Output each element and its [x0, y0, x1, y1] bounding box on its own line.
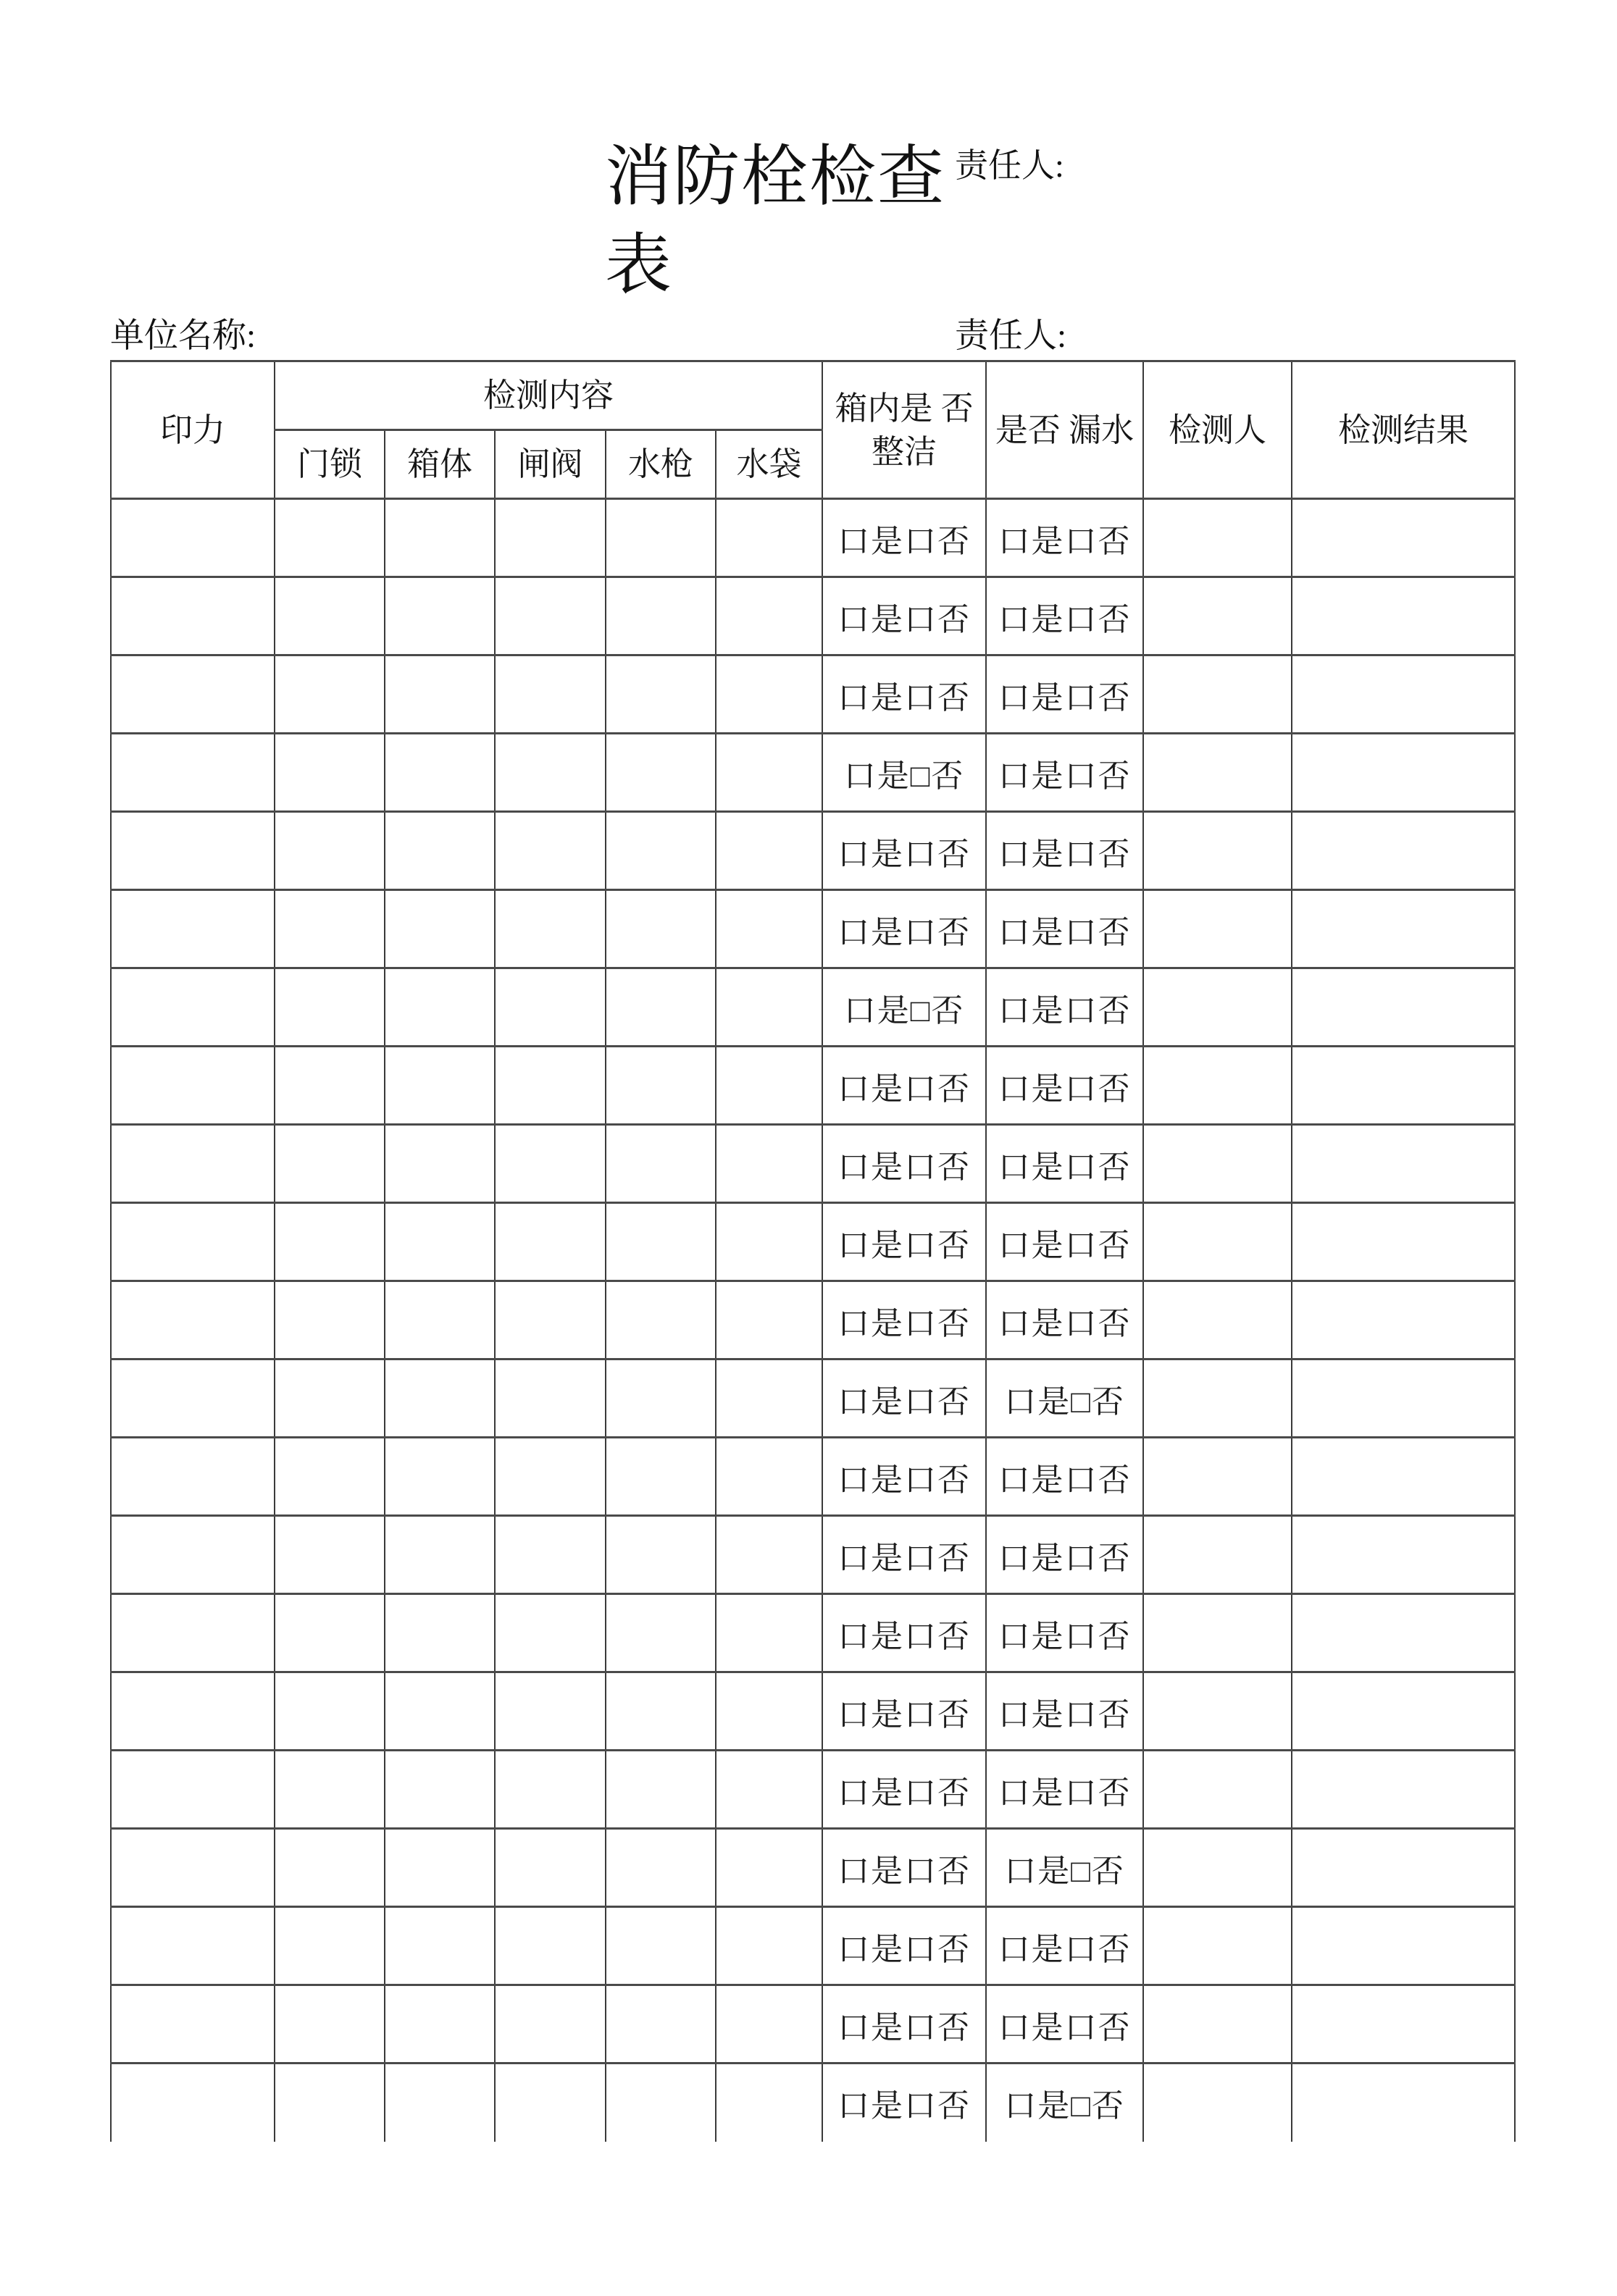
- cell-door-lock: [275, 2064, 385, 2142]
- cell-water-bag: [716, 2064, 822, 2142]
- cell-result: [1292, 499, 1515, 577]
- leak-checkbox-cell: 口是口否: [986, 890, 1143, 968]
- cell-gate-valve: [495, 890, 606, 968]
- clean-checkbox-cell: 口是口否: [822, 1438, 986, 1516]
- cell-inspector: [1143, 890, 1292, 968]
- table-row: [111, 1281, 1515, 1359]
- cell-water-bag: [716, 968, 822, 1047]
- cell-gate-valve: [495, 577, 606, 655]
- header-location: 印力: [111, 361, 275, 499]
- table-row: [111, 655, 1515, 734]
- cell-water-gun: [606, 655, 716, 734]
- cell-inspector: [1143, 1359, 1292, 1438]
- cell-inspector: [1143, 1907, 1292, 1985]
- leak-checkbox-cell: 口是口否: [986, 1672, 1143, 1751]
- cell-box-body: [385, 968, 495, 1047]
- cell-location: [111, 1438, 275, 1516]
- cell-result: [1292, 1985, 1515, 2064]
- leak-checkbox-cell: 口是口否: [986, 1907, 1143, 1985]
- cell-door-lock: [275, 499, 385, 577]
- clean-checkbox-cell: 口是口否: [822, 1672, 986, 1751]
- cell-box-body: [385, 734, 495, 812]
- cell-inspector: [1143, 1203, 1292, 1281]
- cell-gate-valve: [495, 1829, 606, 1907]
- unit-name-label: 单位名称:: [110, 317, 256, 355]
- cell-location: [111, 1125, 275, 1203]
- clean-checkbox-cell: 口是口否: [822, 655, 986, 734]
- table-header: [111, 361, 1515, 499]
- cell-result: [1292, 2064, 1515, 2142]
- cell-water-gun: [606, 1438, 716, 1516]
- cell-box-body: [385, 1672, 495, 1751]
- cell-water-bag: [716, 577, 822, 655]
- cell-gate-valve: [495, 655, 606, 734]
- cell-location: [111, 499, 275, 577]
- table-row: [111, 812, 1515, 890]
- cell-location: [111, 1203, 275, 1281]
- cell-door-lock: [275, 1438, 385, 1516]
- cell-water-gun: [606, 968, 716, 1047]
- table-row: [111, 1672, 1515, 1751]
- cell-water-bag: [716, 1359, 822, 1438]
- cell-box-body: [385, 1281, 495, 1359]
- cell-water-bag: [716, 655, 822, 734]
- cell-result: [1292, 1281, 1515, 1359]
- cell-water-bag: [716, 1829, 822, 1907]
- header-door-lock: 门锁: [275, 430, 385, 499]
- clean-checkbox-cell: 口是口否: [822, 577, 986, 655]
- cell-water-bag: [716, 812, 822, 890]
- cell-water-gun: [606, 812, 716, 890]
- cell-water-bag: [716, 1751, 822, 1829]
- clean-checkbox-cell: 口是口否: [822, 1594, 986, 1672]
- table-row: [111, 1516, 1515, 1594]
- cell-door-lock: [275, 1203, 385, 1281]
- cell-gate-valve: [495, 1594, 606, 1672]
- cell-door-lock: [275, 1516, 385, 1594]
- leak-checkbox-cell: 口是口否: [986, 1047, 1143, 1125]
- cell-gate-valve: [495, 1203, 606, 1281]
- leak-checkbox-cell: 口是口否: [986, 812, 1143, 890]
- cell-result: [1292, 577, 1515, 655]
- cell-water-gun: [606, 1672, 716, 1751]
- cell-gate-valve: [495, 499, 606, 577]
- cell-water-gun: [606, 1359, 716, 1438]
- header-water-gun: 水枪: [606, 430, 716, 499]
- cell-water-bag: [716, 1047, 822, 1125]
- cell-water-bag: [716, 499, 822, 577]
- clean-checkbox-cell: 口是□否: [822, 968, 986, 1047]
- cell-box-body: [385, 812, 495, 890]
- cell-water-gun: [606, 1281, 716, 1359]
- cell-water-gun: [606, 1751, 716, 1829]
- table-row: [111, 1125, 1515, 1203]
- cell-box-body: [385, 2064, 495, 2142]
- clean-checkbox-cell: 口是口否: [822, 1281, 986, 1359]
- cell-gate-valve: [495, 1672, 606, 1751]
- cell-gate-valve: [495, 968, 606, 1047]
- cell-location: [111, 968, 275, 1047]
- leak-checkbox-cell: 口是口否: [986, 499, 1143, 577]
- cell-box-body: [385, 499, 495, 577]
- cell-water-gun: [606, 890, 716, 968]
- clean-checkbox-cell: 口是口否: [822, 1829, 986, 1907]
- leak-checkbox-cell: 口是口否: [986, 1125, 1143, 1203]
- cell-water-gun: [606, 1985, 716, 2064]
- cell-gate-valve: [495, 1751, 606, 1829]
- clean-checkbox-cell: 口是口否: [822, 812, 986, 890]
- header-gate-valve: 闸阀: [495, 430, 606, 499]
- leak-checkbox-cell: 口是口否: [986, 1438, 1143, 1516]
- cell-result: [1292, 1047, 1515, 1125]
- table-row: [111, 1594, 1515, 1672]
- cell-box-body: [385, 655, 495, 734]
- cell-water-bag: [716, 1985, 822, 2064]
- cell-box-body: [385, 1516, 495, 1594]
- cell-result: [1292, 812, 1515, 890]
- cell-result: [1292, 1516, 1515, 1594]
- title-responsible-label: 责任人:: [955, 147, 1064, 184]
- cell-inspector: [1143, 1985, 1292, 2064]
- table-row: [111, 890, 1515, 968]
- responsible-label: 责任人:: [955, 317, 1067, 355]
- cell-door-lock: [275, 1125, 385, 1203]
- leak-checkbox-cell: 口是口否: [986, 968, 1143, 1047]
- clean-checkbox-cell: 口是口否: [822, 1907, 986, 1985]
- cell-box-body: [385, 1047, 495, 1125]
- clean-checkbox-cell: 口是口否: [822, 1047, 986, 1125]
- cell-box-body: [385, 1751, 495, 1829]
- table-row: [111, 577, 1515, 655]
- cell-location: [111, 1359, 275, 1438]
- header-box-clean: 箱内是 否整洁: [822, 361, 986, 499]
- table-row: [111, 1907, 1515, 1985]
- cell-water-bag: [716, 1907, 822, 1985]
- inspection-table: [110, 360, 1516, 2142]
- cell-inspector: [1143, 1594, 1292, 1672]
- cell-inspector: [1143, 1047, 1292, 1125]
- leak-checkbox-cell: 口是口否: [986, 1281, 1143, 1359]
- cell-water-bag: [716, 1438, 822, 1516]
- cell-inspector: [1143, 499, 1292, 577]
- table-body: [111, 499, 1515, 2142]
- cell-door-lock: [275, 577, 385, 655]
- cell-door-lock: [275, 1047, 385, 1125]
- cell-water-gun: [606, 1125, 716, 1203]
- cell-inspector: [1143, 1751, 1292, 1829]
- cell-result: [1292, 1594, 1515, 1672]
- cell-result: [1292, 968, 1515, 1047]
- cell-inspector: [1143, 1672, 1292, 1751]
- cell-box-body: [385, 1438, 495, 1516]
- leak-checkbox-cell: 口是口否: [986, 1516, 1143, 1594]
- cell-water-bag: [716, 734, 822, 812]
- leak-checkbox-cell: 口是□否: [986, 2064, 1143, 2142]
- cell-result: [1292, 1438, 1515, 1516]
- cell-water-bag: [716, 1594, 822, 1672]
- cell-location: [111, 655, 275, 734]
- leak-checkbox-cell: 口是口否: [986, 1203, 1143, 1281]
- cell-result: [1292, 1672, 1515, 1751]
- cell-door-lock: [275, 1672, 385, 1751]
- cell-location: [111, 1047, 275, 1125]
- cell-location: [111, 577, 275, 655]
- cell-gate-valve: [495, 1359, 606, 1438]
- leak-checkbox-cell: 口是口否: [986, 577, 1143, 655]
- cell-location: [111, 812, 275, 890]
- cell-location: [111, 1829, 275, 1907]
- cell-door-lock: [275, 655, 385, 734]
- cell-inspector: [1143, 1438, 1292, 1516]
- cell-inspector: [1143, 968, 1292, 1047]
- header-leak: 是否 漏水: [986, 361, 1143, 499]
- cell-result: [1292, 1751, 1515, 1829]
- cell-gate-valve: [495, 1907, 606, 1985]
- cell-inspector: [1143, 655, 1292, 734]
- cell-inspector: [1143, 2064, 1292, 2142]
- cell-inspector: [1143, 812, 1292, 890]
- clean-checkbox-cell: 口是口否: [822, 499, 986, 577]
- cell-water-gun: [606, 734, 716, 812]
- cell-gate-valve: [495, 1516, 606, 1594]
- cell-door-lock: [275, 1751, 385, 1829]
- cell-door-lock: [275, 890, 385, 968]
- cell-water-bag: [716, 1672, 822, 1751]
- clean-checkbox-cell: 口是口否: [822, 1751, 986, 1829]
- cell-box-body: [385, 1985, 495, 2064]
- header-inspector: 检测人: [1143, 361, 1292, 499]
- header-water-bag: 水袋: [716, 430, 822, 499]
- leak-checkbox-cell: 口是口否: [986, 734, 1143, 812]
- cell-water-bag: [716, 1125, 822, 1203]
- cell-result: [1292, 655, 1515, 734]
- cell-inspector: [1143, 1516, 1292, 1594]
- cell-door-lock: [275, 1985, 385, 2064]
- cell-water-gun: [606, 2064, 716, 2142]
- cell-box-body: [385, 1125, 495, 1203]
- cell-door-lock: [275, 812, 385, 890]
- clean-checkbox-cell: 口是口否: [822, 1203, 986, 1281]
- cell-door-lock: [275, 1907, 385, 1985]
- table-row: [111, 968, 1515, 1047]
- cell-water-bag: [716, 1281, 822, 1359]
- cell-water-gun: [606, 1203, 716, 1281]
- table-row: [111, 2064, 1515, 2142]
- cell-door-lock: [275, 1829, 385, 1907]
- cell-box-body: [385, 1907, 495, 1985]
- header-content-group: 检测内容: [275, 361, 822, 430]
- cell-result: [1292, 1907, 1515, 1985]
- cell-location: [111, 734, 275, 812]
- page-title: 消防栓检查表: [605, 140, 946, 302]
- cell-gate-valve: [495, 1985, 606, 2064]
- cell-gate-valve: [495, 1125, 606, 1203]
- leak-checkbox-cell: 口是口否: [986, 1751, 1143, 1829]
- cell-water-gun: [606, 1829, 716, 1907]
- leak-checkbox-cell: 口是口否: [986, 1594, 1143, 1672]
- header-result: 检测结果: [1292, 361, 1515, 499]
- cell-box-body: [385, 577, 495, 655]
- cell-gate-valve: [495, 734, 606, 812]
- cell-result: [1292, 1829, 1515, 1907]
- clean-checkbox-cell: 口是口否: [822, 1359, 986, 1438]
- cell-location: [111, 1907, 275, 1985]
- clean-checkbox-cell: 口是□否: [822, 734, 986, 812]
- cell-water-gun: [606, 499, 716, 577]
- cell-water-gun: [606, 1907, 716, 1985]
- cell-inspector: [1143, 1829, 1292, 1907]
- cell-inspector: [1143, 734, 1292, 812]
- header-box-body: 箱体: [385, 430, 495, 499]
- cell-gate-valve: [495, 1047, 606, 1125]
- cell-inspector: [1143, 577, 1292, 655]
- cell-location: [111, 1516, 275, 1594]
- cell-water-gun: [606, 1047, 716, 1125]
- cell-result: [1292, 734, 1515, 812]
- table-row: [111, 1203, 1515, 1281]
- cell-location: [111, 890, 275, 968]
- leak-checkbox-cell: 口是□否: [986, 1829, 1143, 1907]
- table-row: [111, 1047, 1515, 1125]
- cell-water-bag: [716, 890, 822, 968]
- cell-door-lock: [275, 1359, 385, 1438]
- clean-checkbox-cell: 口是口否: [822, 1125, 986, 1203]
- cell-box-body: [385, 1359, 495, 1438]
- cell-location: [111, 1985, 275, 2064]
- cell-inspector: [1143, 1281, 1292, 1359]
- cell-location: [111, 2064, 275, 2142]
- cell-result: [1292, 890, 1515, 968]
- table-row: [111, 1751, 1515, 1829]
- table-row: [111, 1985, 1515, 2064]
- cell-box-body: [385, 1594, 495, 1672]
- clean-checkbox-cell: 口是口否: [822, 2064, 986, 2142]
- table-row: [111, 1359, 1515, 1438]
- cell-water-gun: [606, 1516, 716, 1594]
- cell-inspector: [1143, 1125, 1292, 1203]
- cell-location: [111, 1672, 275, 1751]
- cell-gate-valve: [495, 2064, 606, 2142]
- cell-box-body: [385, 1203, 495, 1281]
- cell-location: [111, 1751, 275, 1829]
- clean-checkbox-cell: 口是口否: [822, 1985, 986, 2064]
- cell-door-lock: [275, 1594, 385, 1672]
- leak-checkbox-cell: 口是口否: [986, 1985, 1143, 2064]
- table-row: [111, 499, 1515, 577]
- cell-location: [111, 1594, 275, 1672]
- leak-checkbox-cell: 口是□否: [986, 1359, 1143, 1438]
- clean-checkbox-cell: 口是口否: [822, 890, 986, 968]
- cell-water-gun: [606, 1594, 716, 1672]
- table-row: [111, 1829, 1515, 1907]
- cell-location: [111, 1281, 275, 1359]
- table-row: [111, 734, 1515, 812]
- cell-result: [1292, 1359, 1515, 1438]
- cell-water-bag: [716, 1203, 822, 1281]
- cell-box-body: [385, 1829, 495, 1907]
- cell-box-body: [385, 890, 495, 968]
- cell-gate-valve: [495, 1281, 606, 1359]
- cell-gate-valve: [495, 1438, 606, 1516]
- leak-checkbox-cell: 口是口否: [986, 655, 1143, 734]
- cell-water-gun: [606, 577, 716, 655]
- cell-door-lock: [275, 968, 385, 1047]
- cell-result: [1292, 1125, 1515, 1203]
- cell-result: [1292, 1203, 1515, 1281]
- cell-door-lock: [275, 734, 385, 812]
- cell-water-bag: [716, 1516, 822, 1594]
- cell-gate-valve: [495, 812, 606, 890]
- clean-checkbox-cell: 口是口否: [822, 1516, 986, 1594]
- table-row: [111, 1438, 1515, 1516]
- cell-door-lock: [275, 1281, 385, 1359]
